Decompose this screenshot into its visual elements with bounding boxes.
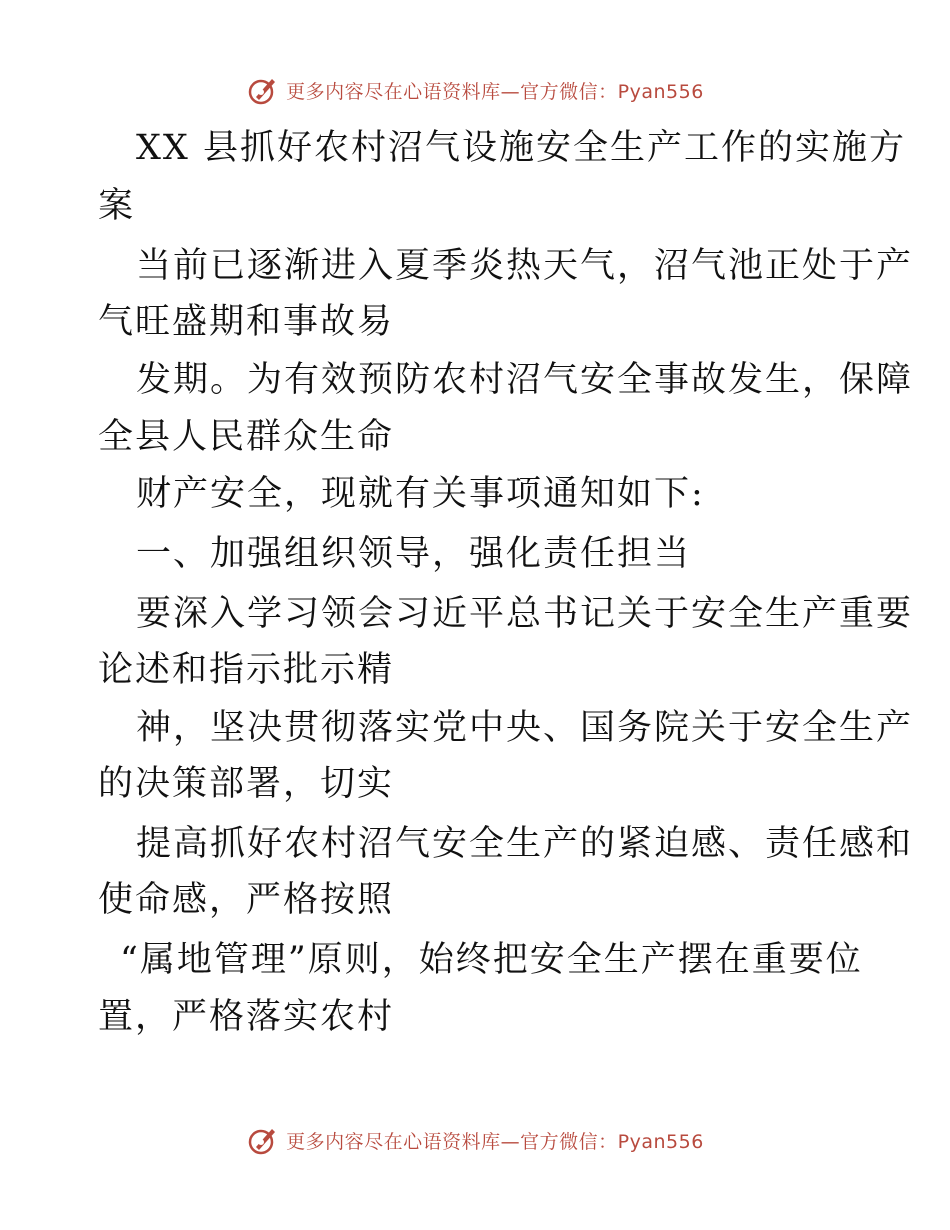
leaf-pen-logo-icon [246,73,280,107]
paragraph-line: 提高抓好农村沼气安全生产的紧迫感、责任感和 [136,824,914,864]
paragraph-line: 论述和指示批示精 [98,650,395,690]
paragraph-line: “属地管理”原则，始终把安全生产摆在重要位 [120,940,863,980]
document-title: XX 县抓好农村沼气设施安全生产工作的实施方 [136,128,906,168]
leaf-pen-logo-icon [246,1123,280,1157]
document-title-continued: 案 [98,186,136,226]
watermark-text: 更多内容尽在心语资料库—官方微信：Pyan556 [286,80,704,103]
paragraph-line: 的决策部署，切实 [98,764,395,804]
paragraph-line: 当前已逐渐进入夏季炎热天气，沼气池正处于产 [136,246,914,286]
paragraph-line: 神，坚决贯彻落实党中央、国务院关于安全生产 [136,708,914,748]
paragraph-line: 发期。为有效预防农村沼气安全事故发生，保障 [136,360,914,400]
paragraph-line: 使命感，严格按照 [98,880,395,920]
paragraph-line: 财产安全，现就有关事项通知如下: [136,474,705,514]
paragraph-line: 全县人民群众生命 [98,417,395,457]
header-watermark [0,68,950,112]
paragraph-line: 置，严格落实农村 [98,997,395,1037]
watermark-text: 更多内容尽在心语资料库—官方微信：Pyan556 [286,1130,704,1153]
footer-watermark [0,1118,950,1162]
paragraph-line: 要深入学习领会习近平总书记关于安全生产重要 [136,594,914,634]
section-heading: 一、加强组织领导，强化责任担当 [136,534,692,574]
paragraph-line: 气旺盛期和事故易 [98,302,395,342]
